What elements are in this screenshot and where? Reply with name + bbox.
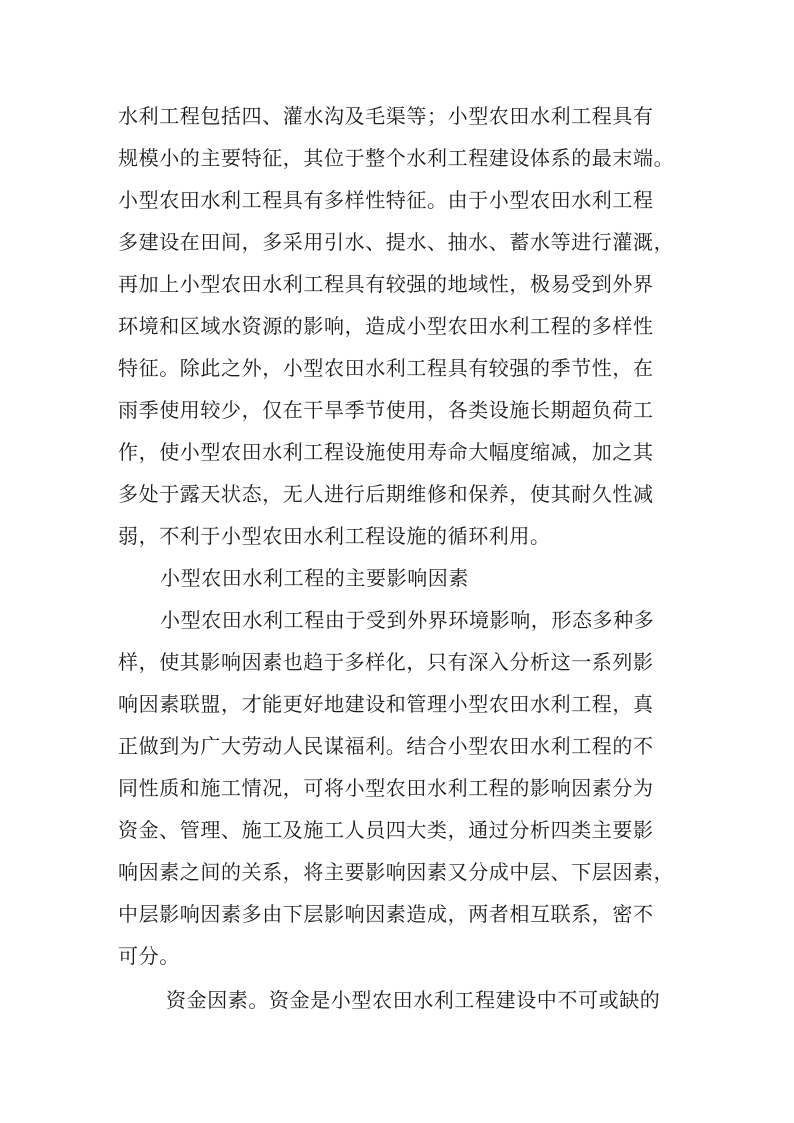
paragraph-line-9: 作，使小型农田水利工程设施使用寿命大幅度缩减，加之其	[118, 440, 654, 464]
paragraph-line-2: 规模小的主要特征，其位于整个水利工程建设体系的最末端。	[118, 146, 675, 170]
paragraph-line-11: 弱，不利于小型农田水利工程设施的循环利用。	[118, 524, 551, 548]
paragraph-line-14: 样，使其影响因素也趋于多样化，只有深入分析这一系列影	[118, 650, 654, 674]
paragraph-line-17: 同性质和施工情况，可将小型农田水利工程的影响因素分为	[118, 776, 654, 800]
paragraph-line-20: 中层影响因素多由下层影响因素造成，两者相互联系，密不	[118, 902, 654, 926]
paragraph-line-3: 小型农田水利工程具有多样性特征。由于小型农田水利工程	[118, 188, 654, 212]
paragraph-line-5: 再加上小型农田水利工程具有较强的地域性，极易受到外界	[118, 272, 654, 296]
paragraph-line-22: 资金因素。资金是小型农田水利工程建设中不可或缺的	[166, 988, 661, 1012]
paragraph-line-8: 雨季使用较少，仅在干旱季节使用，各类设施长期超负荷工	[118, 398, 654, 422]
paragraph-line-1: 水利工程包括四、灌水沟及毛渠等；小型农田水利工程具有	[118, 104, 654, 128]
paragraph-line-6: 环境和区域水资源的影响，造成小型农田水利工程的多样性	[118, 314, 654, 338]
paragraph-line-4: 多建设在田间，多采用引水、提水、抽水、蓄水等进行灌溉，	[118, 230, 675, 254]
paragraph-line-7: 特征。除此之外，小型农田水利工程具有较强的季节性，在	[118, 356, 654, 380]
paragraph-line-16: 正做到为广大劳动人民谋福利。结合小型农田水利工程的不	[118, 734, 654, 758]
paragraph-line-10: 多处于露天状态，无人进行后期维修和保养，使其耐久性减	[118, 482, 654, 506]
paragraph-line-18: 资金、管理、施工及施工人员四大类，通过分析四类主要影	[118, 818, 654, 842]
paragraph-line-21: 可分。	[118, 944, 180, 968]
section-heading: 小型农田水利工程的主要影响因素	[160, 566, 469, 590]
paragraph-line-15: 响因素联盟，才能更好地建设和管理小型农田水利工程，真	[118, 692, 654, 716]
paragraph-line-19: 响因素之间的关系，将主要影响因素又分成中层、下层因素，	[118, 860, 675, 884]
paragraph-line-13: 小型农田水利工程由于受到外界环境影响，形态多种多	[160, 608, 655, 632]
